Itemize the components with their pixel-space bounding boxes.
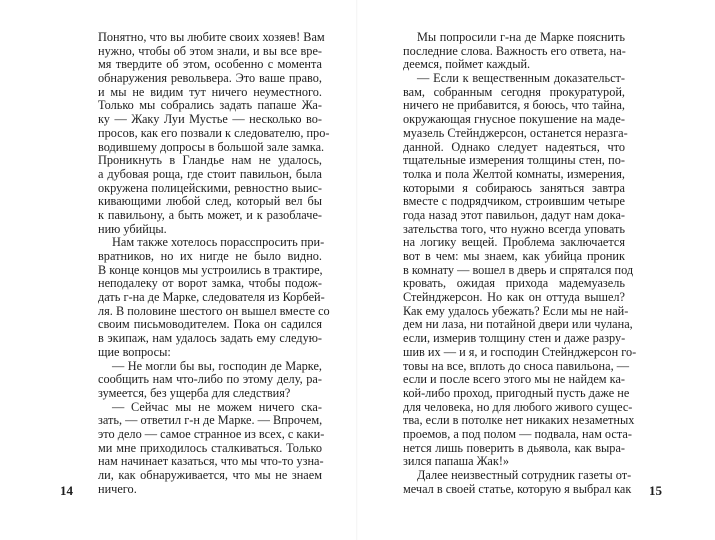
text-line: ля. В половине шестого он вышел вместе со <box>98 303 330 318</box>
text-line: вместе с подрядчиком, строившим четыре <box>403 194 625 209</box>
text-line: зился папаша Жак!» <box>403 454 510 469</box>
page-number: 14 <box>60 483 73 498</box>
text-line: нужно, чтобы об этом знали, и вы все вре- <box>98 43 322 58</box>
text-line: Понятно, что вы любите своих хозяев! Вам <box>98 30 325 44</box>
text-line: данной. Однако следует надеяться, что <box>403 139 625 154</box>
text-line: обнаружения револьвера. Это ваше право, <box>98 71 322 86</box>
text-line: мечал в своей статье, которую я выбрал как <box>403 481 632 496</box>
text-line: которыми я собираюсь заняться завтра <box>403 180 625 195</box>
text-line: нию убийцы. <box>98 221 167 236</box>
text-line: — Если к вещественным доказательст- <box>417 71 625 86</box>
text-line: года назад этот павильон, дадут нам дока- <box>403 207 625 222</box>
text-line: просов, как его позвали к следователю, про- <box>98 125 330 140</box>
text-line: Только мы собрались задать папаше Жа- <box>98 98 322 113</box>
text-line: если и после всего этого мы не найдем ка- <box>403 372 625 387</box>
text-line: тва, если в потолке нет никаких незаметных <box>403 413 635 428</box>
text-line: Как ему удалось убежать? Если мы не най- <box>403 303 629 318</box>
text-line: нется лишь поверить в дьявола, как выра- <box>403 440 625 455</box>
page-text <box>403 30 637 496</box>
text-line: Далее неизвестный сотрудник газеты от- <box>417 468 632 482</box>
text-line: В конце концов мы устроились в трактире, <box>98 262 323 277</box>
text-line: в экипаж, нам удалось задать ему следую- <box>98 331 322 346</box>
text-line: к павильону, а быть может, и к разоблаче- <box>98 207 322 222</box>
text-line: своим письмоводителем. Пока он садился <box>98 317 322 332</box>
text-line: а дубовая роща, где стоит павильон, была <box>98 166 322 181</box>
text-line: неподалеку от ворот замка, чтобы подож- <box>98 276 322 291</box>
text-line: ми мне приходилось сталкиваться. Только <box>98 440 322 455</box>
text-line: и мы не видим тут ничего неуместного. <box>98 84 322 99</box>
text-line: последние слова. Важность его ответа, на- <box>403 43 626 58</box>
text-line: зательства того, что нужно всегда уповать <box>403 221 625 236</box>
text-line: водившему допросы в большой зале замка. <box>98 139 325 154</box>
text-line: товы на все, вплоть до сноса павильона, — <box>403 358 630 373</box>
text-line: нам начинает казаться, что мы что-то узна- <box>98 454 324 469</box>
text-line: толка и пола Желтой комнаты, измерения, <box>403 166 625 181</box>
text-line: дем ни лаза, ни потайной двери или чулана, <box>403 317 633 332</box>
text-line: вратников, но их нигде не было видно. <box>98 249 322 263</box>
text-line: кивающими любой след, который вел бы <box>98 194 322 209</box>
text-line: — Не могли бы вы, господин де Марке, <box>112 358 322 373</box>
text-line: это дело — самое странное из всех, с каки- <box>98 426 325 441</box>
text-line: мя твердите об этом, особенно с момента <box>98 57 322 72</box>
text-line: ку — Жаку Луи Мустье — несколько во- <box>98 112 322 127</box>
text-line: вот в чем: мы знаем, как убийца проник <box>403 249 625 263</box>
text-line: кой-либо проход, пригодный пусть даже не <box>403 385 630 400</box>
text-line: вам, собранным сегодня прокуратурой, <box>403 84 625 99</box>
text-line: ничего не прибавится, я боюсь, что тайна, <box>403 98 625 113</box>
text-line: в комнату — вошел в дверь и спрятался под <box>403 262 634 277</box>
text-line: тщательные измерения толщины стен, по- <box>403 153 625 168</box>
text-line: Стейнджерсон. Но как он оттуда вышел? <box>403 290 625 305</box>
text-line: дать г-на де Марке, следователя из Корбей- <box>98 290 325 305</box>
page-number: 15 <box>649 483 662 498</box>
text-line: муазель Стейнджерсон, останется неразга- <box>403 125 628 140</box>
text-line: на логику вещей. Проблема заключается <box>403 235 625 250</box>
text-line: для человека, но для любого живого сущес- <box>403 399 633 414</box>
text-line: проемов, а под полом — подвала, нам оста- <box>403 426 632 441</box>
text-line: окружающая гнусное покушение на маде- <box>403 112 625 127</box>
text-line: зать, — ответил г-н де Марке. — Впрочем, <box>98 413 323 428</box>
text-line: зумеется, без ущерба для следствия? <box>98 385 291 400</box>
right-page <box>357 0 715 540</box>
text-line: шив их — и я, и господин Стейнджерсон го- <box>403 344 637 359</box>
text-line: сообщить нам что-либо по этому делу, ра- <box>98 372 322 387</box>
text-line: Мы попросили г-на де Марке пояснить <box>417 30 625 44</box>
text-line: Проникнуть в Гландье нам не удалось, <box>98 153 322 168</box>
text-line: деемся, поймет каждый. <box>403 57 531 72</box>
text-line: окружена полицейскими, ревностно выис- <box>98 180 322 195</box>
text-line: щие вопросы: <box>98 344 171 359</box>
text-line: Нам также хотелось порасспросить при- <box>112 235 325 250</box>
text-line: кровать, ожидая прихода мадемуазель <box>403 276 625 291</box>
text-line: — Сейчас мы не можем ничего ска- <box>112 399 322 414</box>
text-line: ничего. <box>98 481 137 496</box>
text-line: если, измерив толщину стен и даже разру- <box>403 331 626 346</box>
left-page <box>0 0 357 540</box>
page-text <box>98 30 330 496</box>
text-line: ли, как обнаруживается, что мы не знаем <box>98 468 322 482</box>
